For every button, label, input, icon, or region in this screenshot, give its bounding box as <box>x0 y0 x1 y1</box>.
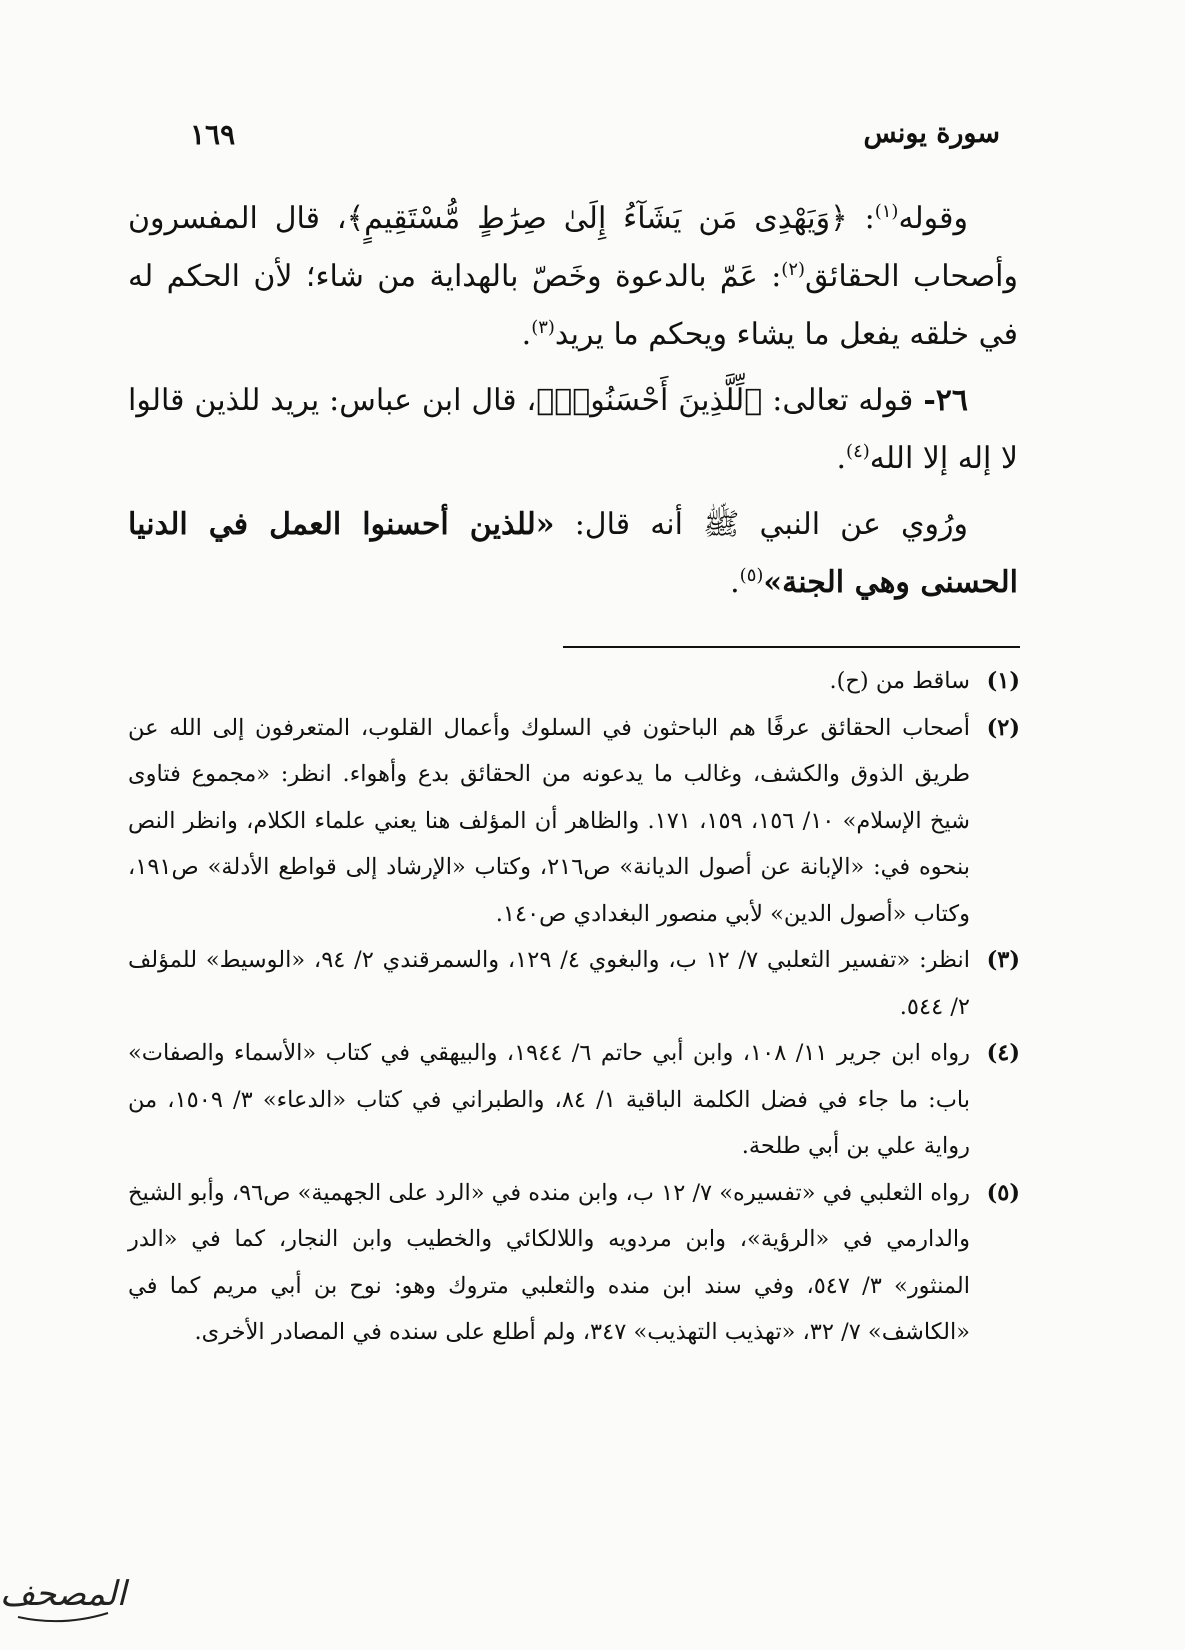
footnote-ref-4[interactable]: (٤) <box>846 441 870 462</box>
footnote-3 <box>128 937 1020 1030</box>
footnote-number: (٤) <box>986 1040 1020 1066</box>
footnote-number: (٢) <box>986 714 1020 741</box>
almoshaf-logo-icon <box>0 1555 127 1635</box>
footnote-number: (٥) <box>986 1179 1020 1206</box>
footnote-5 <box>128 1170 1020 1356</box>
verse-number: ٢٦- <box>923 383 968 418</box>
footnote-ref-2[interactable]: (٢) <box>781 259 806 280</box>
p2-end: . <box>836 441 847 476</box>
page-header <box>190 118 1000 168</box>
footnote-1 <box>128 658 1020 705</box>
footnote-number: (١) <box>986 668 1020 694</box>
p2-text: قوله تعالى: ﴿لِّلَّذِينَ أَحْسَنُوا۟﴾، قال ابن عباس: يريد للذين قالوا لا إله إلا الله <box>128 383 1018 476</box>
p3-text: ورُوي عن النبي ﷺ أنه قال: <box>554 507 968 542</box>
p1-end: . <box>521 317 532 352</box>
footnote-ref-5[interactable]: (٥) <box>739 565 764 586</box>
footnote-text: ساقط من (ح). <box>829 668 970 694</box>
footnote-text: رواه ابن جرير ١١/ ١٠٨، وابن أبي حاتم ٦/ ١٩٤٤، والبيهقي في كتاب «الأسماء والصفات» باب: ما جاء في فضل الكلمة الباقية ١/ ٨٤، والطبراني في كتاب «الدعاء» ٣/ ١٥٠٩، من رواية علي بن أبي طلحة. <box>128 1040 971 1159</box>
p3-end: . <box>730 565 740 600</box>
footnote-text: انظر: «تفسير الثعلبي ٧/ ١٢ ب، والبغوي ٤/ ١٢٩، والسمرقندي ٢/ ٩٤، «الوسيط» للمؤلف ٢/ ٥٤٤. <box>128 947 971 1020</box>
logo-text: المصحف <box>0 1574 127 1614</box>
footnote-ref-1[interactable]: (١) <box>874 201 899 222</box>
footnote-ref-3[interactable]: (٣) <box>531 317 555 338</box>
footnote-number: (٣) <box>986 947 1020 973</box>
surah-title: سورة يونس <box>863 118 1000 149</box>
main-text <box>128 190 1018 620</box>
logo-glyph <box>0 1555 127 1635</box>
footnote-text: رواه الثعلبي في «تفسيره» ٧/ ١٢ ب، وابن منده في «الرد على الجهمية» ص٩٦، وأبو الشيخ والدارمي في «الرؤية»، وابن مردويه واللالكائي والخطيب وابن النجار، كما في «الدر المنثور» ٣/ ٥٤٧، وفي سند ابن منده والثعلبي متروك وهو: نوح بن أبي مريم كما في «الكاشف» ٧/ ٣٢، «تهذيب التهذيب» ٣٤٧، ولم أطلع على سنده في المصادر الأخرى. <box>128 1179 970 1345</box>
footnote-divider <box>563 646 1020 648</box>
footnotes <box>128 658 1020 1356</box>
paragraph-3 <box>128 496 1018 612</box>
p1-text2: : عَمّ بالدعوة وخَصّ بالهداية من شاء؛ لأن الحكم له في خلقه يفعل ما يشاء ويحكم ما يريد <box>128 259 1018 352</box>
footnote-text: أصحاب الحقائق عرفًا هم الباحثون في السلوك وأعمال القلوب، المتعرفون إلى الله عن طريق الذوق والكشف، وغالب ما يدعونه من الحقائق بدع وأهواء. انظر: «مجموع فتاوى شيخ الإسلام» ١٠/ ١٥٦، ١٥٩، ١٧١. والظاهر أن المؤلف هنا يعني علماء الكلام، وانظر النص بنحوه في: «الإبانة عن أصول الديانة» ص٢١٦، وكتاب «الإرشاد إلى قواطع الأدلة» ص١٩١، وكتاب «أصول الدين» لأبي منصور البغدادي ص١٤٠. <box>128 714 971 927</box>
p1-text1: : ﴿وَيَهْدِى مَن يَشَآءُ إِلَىٰ صِرَٰطٍ مُّسْتَقِيمٍ﴾، قال المفسرون وأصحاب الحقائق <box>128 201 1018 294</box>
p1-lead: وقوله <box>898 201 968 236</box>
paragraph-2 <box>128 372 1018 488</box>
hadith-quote: «للذين أحسنوا العمل في الدنيا الحسنى وهي الجنة» <box>128 507 1018 600</box>
paragraph-1 <box>128 190 1018 364</box>
footnote-2 <box>128 705 1020 938</box>
page-number: ١٦٩ <box>190 118 236 151</box>
footnote-4 <box>128 1030 1020 1170</box>
